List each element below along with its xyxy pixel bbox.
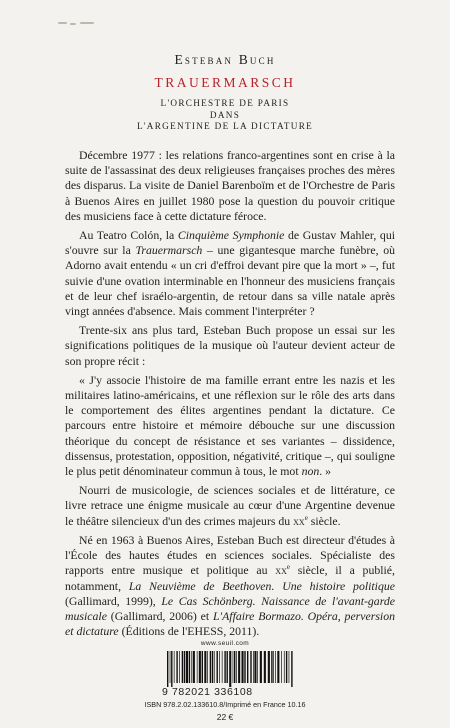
paragraph-3: Trente-six ans plus tard, Esteban Buch propose un essai sur les significations politiques de la musique où l'auteur devient acteur de son propre récit : <box>65 323 395 368</box>
book-title: TRAUERMARSCH <box>154 75 296 90</box>
barcode-bar <box>284 651 285 683</box>
bibliography-title-3: L'Affaire Bormazo. Opéra, perversion et dictature <box>65 609 395 639</box>
barcode-bar <box>224 651 225 683</box>
barcode-bar <box>170 651 171 683</box>
barcode-bar <box>291 651 292 687</box>
barcode-bar <box>219 651 220 683</box>
barcode-bar <box>268 651 270 683</box>
barcode-bar <box>247 651 248 683</box>
barcode-bar <box>238 651 240 683</box>
barcode-bar <box>273 651 274 683</box>
barcode-bar <box>186 651 188 683</box>
barcode-bar <box>207 651 208 683</box>
barcode-bar <box>212 651 213 683</box>
barcode-bar <box>244 651 245 683</box>
barcode-bar <box>281 651 282 683</box>
barcode-digits: 9 782021 336108 <box>162 686 253 698</box>
barcode-bar <box>193 651 195 683</box>
barcode-bar <box>286 651 287 683</box>
barcode-bar <box>233 651 234 683</box>
barcode-bar <box>199 651 201 683</box>
barcode-bar <box>289 651 290 683</box>
paper-scuff-mark <box>58 22 98 26</box>
barcode-bar <box>174 651 175 683</box>
barcode-bar <box>277 651 279 683</box>
barcode-bar <box>189 651 190 683</box>
barcode-bar <box>182 651 183 683</box>
barcode-bar <box>271 651 272 683</box>
paragraph-1: Décembre 1977 : les relations franco-argentines sont en crise à la suite de l'assassinat des deux religieuses françaises proches des mères des disparus. La visite de Daniel Barenboïm et de l'Orchestre de Paris à Buenos Aires en juillet 1980 pose la question du pouvoir critique des musiciens face à cette dictature féroce. <box>65 148 395 223</box>
paragraph-2: Au Teatro Colón, la Cinquième Symphonie de Gustav Mahler, qui s'ouvre sur la Trauermarsch – une gigantesque marche funèbre, où Adorno avait entendu « un cri d'effroi devant pire que la mort » –, fut suivie d'une ovation interminable en l'honneur des musiciens français et de leur chef israélo-argentin, de retour dans sa ville natale après vingt années d'absence. Mais comment l'interpréter ? <box>65 228 395 319</box>
barcode-bar <box>264 651 266 683</box>
barcode-bar <box>254 651 256 683</box>
barcode-bar <box>242 651 244 683</box>
word-non: non <box>301 464 320 479</box>
barcode-bar <box>260 651 262 683</box>
barcode-bar <box>210 651 211 683</box>
subtitle-line-3: L'ARGENTINE DE LA DICTATURE <box>136 121 314 131</box>
barcode-bar <box>214 651 215 683</box>
barcode-bar <box>234 651 235 683</box>
paragraph-5: Nourri de musicologie, de sciences sociales et de littérature, ce livre retrace une énigme musicale au cœur d'une Argentine devenue le théâtre silencieux d'un des crimes majeurs du $xx^e$ siècle. <box>65 483 395 528</box>
barcode-bar <box>253 651 254 683</box>
paragraph-quote: « J'y associe l'histoire de ma famille errant entre les nazis et les militaires latino-américains, et une réflexion sur le rôle des arts dans le comportement des élites argentines pendant la dictature. Ce parcours entre histoire et mémoire débouche sur une discussion théorique du concept de résistance et ses variantes – dissidence, dissensus, protestation, opposition, négativité, critique –, qui souligne le plus petit dénominateur commun à tous, le mot non. » <box>65 372 395 479</box>
isbn-line: ISBN 978.2.02.133610.8/Imprimé en France 10.16 <box>144 700 306 709</box>
work-title-symphony: Cinquième Symphonie <box>177 228 285 243</box>
barcode-bar <box>222 651 223 683</box>
bibliography-title-1: La Neuvième de Beethoven. Une histoire politique <box>128 578 395 593</box>
barcode-bar <box>227 651 228 683</box>
barcode-bar <box>197 651 198 683</box>
barcode-bar <box>250 651 251 683</box>
price: 22 € <box>216 712 234 722</box>
barcode <box>167 651 295 687</box>
barcode-bar <box>204 651 206 683</box>
barcode-bar <box>257 651 258 683</box>
subtitle-line-1: L'ORCHESTRE DE PARIS <box>160 98 290 108</box>
barcode-bar <box>191 651 192 683</box>
subtitle-line-2: DANS <box>209 109 241 120</box>
barcode-bar <box>217 651 218 683</box>
barcode-bar <box>202 651 203 683</box>
barcode-bar <box>275 651 276 683</box>
work-title-trauermarsch: Trauermarsch <box>135 243 203 258</box>
blurb-text <box>65 148 395 533</box>
book-subtitle <box>0 98 450 133</box>
author-name: Esteban Buch <box>174 52 276 67</box>
barcode-bar <box>236 651 237 683</box>
barcode-bar <box>171 651 172 687</box>
bibliography-title-2: Le Cas Schönberg. Naissance de l'avant-garde musicale <box>65 593 395 624</box>
author-bio: Né en 1963 à Buenos Aires, Esteban Buch est directeur d'études à l'École des hautes études en sciences sociales. Spécialiste des rapports entre musique et politique au $xx^e$ siècle, il a publié, notamment, La Neuvième de Beethoven. Une histoire politique (Gallimard, 1999), Le Cas Schönberg. Naissance de l'avant-garde musicale (Gallimard, 2006) et L'Affaire Bormazo. Opéra, perversion et dictature (Éditions de l'EHESS, 2011). <box>65 533 395 639</box>
barcode-bar <box>167 651 168 687</box>
barcode-bar <box>179 651 180 683</box>
publisher-url: www.seuil.com <box>200 640 250 647</box>
barcode-bar <box>229 651 231 687</box>
barcode-bar <box>184 651 185 683</box>
barcode-bar <box>176 651 177 683</box>
